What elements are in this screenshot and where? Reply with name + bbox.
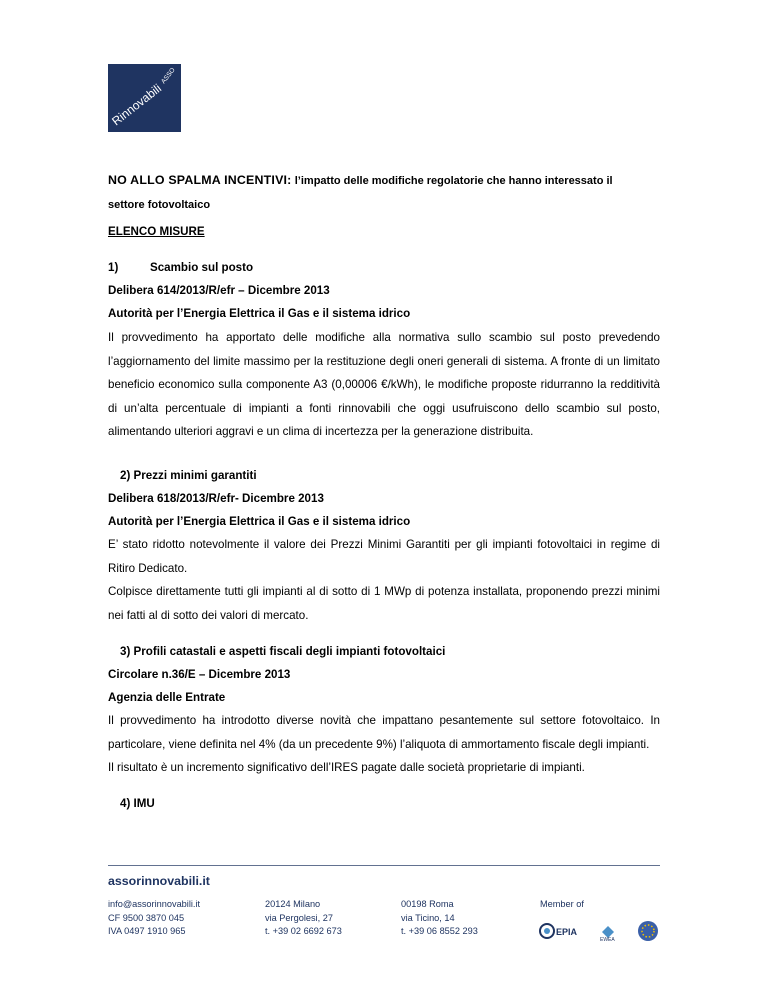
section-3-ref1: Circolare n.36/E – Dicembre 2013 — [108, 668, 291, 681]
section-1-ref1: Delibera 614/2013/R/efr – Dicembre 2013 — [108, 284, 330, 297]
milano-city: 20124 Milano — [265, 899, 321, 909]
section-2-body: E’ stato ridotto notevolmente il valore dei Prezzi Minimi Garantiti per gli impianti fotovoltaici in regime di Ritiro Dedicato. — [108, 538, 660, 575]
footer-website: assorinnovabili.it — [108, 874, 210, 888]
footer-email: info@assorinnovabili.it — [108, 899, 201, 909]
footer-cf: CF 9500 3870 045 — [108, 912, 185, 923]
title-rest-line2: settore fotovoltaico — [108, 199, 211, 211]
list-title: ELENCO MISURE — [108, 225, 205, 238]
section-1-heading — [108, 256, 660, 280]
section-1-title: Scambio sul posto — [150, 261, 254, 274]
section-4-title: IMU — [133, 797, 155, 810]
footer-member-of: Member of — [540, 899, 584, 909]
section-1-body: Il provvedimento ha apportato delle modifiche alla normativa sullo scambio sul posto prevedendo l’aggiornamento del limite massimo per la restituzione degli oneri generali di sistema. A fronte di un limitato beneficio economico sulla componente A3 (0,00006 €/kWh), le modifiche proposte ridurranno la redditività di un’alta percentuale di impianti a fonti rinnovabili che oggi usufruiscono dello scambio sul posto, alimentando ulteriori aggravi e un clima di incertezza per la generazione distribuita. — [108, 331, 660, 438]
milano-street: via Pergolesi, 27 — [265, 912, 333, 923]
section-2-heading — [108, 464, 672, 488]
section-2-number: 2) — [120, 469, 131, 482]
section-3-title: Profili catastali e aspetti fiscali degli impianti fotovoltaici — [133, 645, 446, 658]
ewea-logo-graphic — [598, 922, 630, 942]
section-2-title: Prezzi minimi garantiti — [133, 469, 257, 482]
section-3-number: 3) — [120, 645, 131, 658]
footer-iva: IVA 0497 1910 965 — [108, 926, 186, 937]
section-4-heading — [108, 792, 672, 816]
section-1-number: 1) — [108, 261, 119, 274]
section-3-heading — [108, 640, 672, 664]
milano-phone: t. +39 02 6692 673 — [265, 926, 342, 937]
section-2-body2: Colpisce direttamente tutti gli impianti al di sotto di 1 MWp di potenza installata, proponendo prezzi minimi nei fatti al di sotto dei valori di mercato. — [108, 585, 660, 622]
roma-city: 00198 Roma — [401, 899, 454, 909]
footer-milano — [265, 898, 342, 939]
ewea-logo — [598, 922, 630, 947]
assorinnovabili-logo — [108, 64, 181, 132]
eu-stars-icon — [637, 920, 659, 947]
section-3-body2: Il risultato è un incremento significativo dell’IRES pagate dalle società proprietarie di impianti. — [108, 761, 585, 774]
epia-label: EPIA — [556, 927, 578, 937]
section-4-number: 4) — [120, 797, 131, 810]
logo-graphic — [108, 64, 181, 132]
ewea-label: EWEA — [600, 937, 615, 942]
logo-line1: ASSO — [160, 66, 177, 86]
footer-contact — [108, 898, 200, 939]
section-1-ref2: Autorità per l’Energia Elettrica il Gas e il sistema idrico — [108, 307, 411, 320]
epia-logo — [538, 920, 584, 947]
roma-street: via Ticino, 14 — [401, 912, 455, 923]
footer-divider — [108, 865, 660, 866]
roma-phone: t. +39 06 8552 293 — [401, 926, 478, 937]
section-2-ref2: Autorità per l’Energia Elettrica il Gas e il sistema idrico — [108, 515, 411, 528]
title-caps: NO ALLO SPALMA INCENTIVI: — [108, 173, 292, 187]
footer-roma — [401, 898, 478, 939]
title-rest-line1: l’impatto delle modifiche regolatorie che hanno interessato il — [294, 175, 613, 187]
epia-logo-graphic — [538, 920, 584, 942]
section-3-ref2: Agenzia delle Entrate — [108, 691, 226, 704]
section-3-body: Il provvedimento ha introdotto diverse novità che impattano pesantemente sul settore fotovoltaico. In particolare, viene definita nel 4% (da un precedente 9%) l’aliquota di ammortamento fiscale degli impianti. — [108, 714, 660, 751]
section-2-ref1: Delibera 618/2013/R/efr- Dicembre 2013 — [108, 492, 324, 505]
document-title — [108, 169, 660, 194]
logo-line2: Rinnovabili — [109, 81, 165, 129]
